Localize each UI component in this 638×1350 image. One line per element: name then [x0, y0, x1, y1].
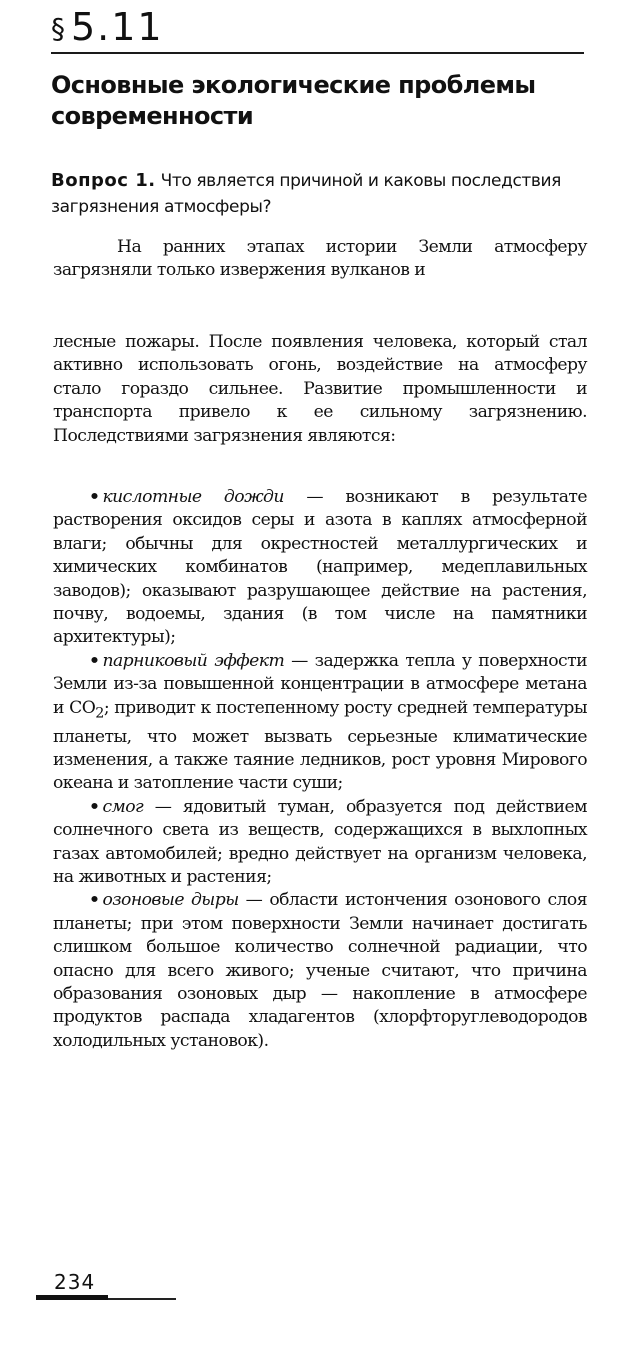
bullet-icon: •: [89, 890, 100, 911]
section-number: [51, 5, 164, 49]
question-label: Вопрос 1.: [51, 170, 156, 191]
definition-ozone-holes: — области истончения озонового слоя планеты; при этом поверхности Земли начинает достигать слишком большое количество солнечной радиации, что опасно для всего живого; ученые считают, что причина образования озоновых дыр — накопление в атмосфере продуктов распада хладагентов (хлорфторуглеводородов холодильных установок).: [53, 890, 588, 1051]
list-item-greenhouse-effect: [53, 650, 587, 796]
body-paragraph-2: лесные пожары. После появления человека, который стал активно использовать огонь, воздействие на атмосферу стало гораздо сильнее. Развитие промышленности и транспорта привело к ее сильному загрязнению. Последствиями загрязнения являются:: [53, 332, 587, 446]
section-header: [51, 4, 584, 54]
list-item-acid-rain: [53, 486, 587, 650]
section-symbol: §: [51, 12, 67, 45]
term-smog: смог: [102, 796, 144, 817]
page-number: 234: [54, 1270, 96, 1294]
consequences-list: [53, 486, 587, 1053]
formula-co2: [69, 697, 104, 722]
bullet-icon: •: [89, 650, 100, 671]
question: [51, 168, 591, 220]
body-paragraph-1: На ранних этапах истории Земли атмосферу загрязняли только извержения вулканов и: [53, 237, 587, 281]
list-item-ozone-holes: [53, 889, 587, 1053]
formula-base: CO: [69, 697, 96, 718]
definition-greenhouse-part-1: — задержка тепла у поверхности Земли из-за повышенной концентрации в атмосфере метана и: [53, 650, 587, 718]
bullet-icon: •: [89, 796, 100, 817]
term-greenhouse-effect: парниковый эффект: [102, 650, 285, 671]
question-text: Что является причиной и каковы последствия загрязнения атмосферы?: [51, 171, 561, 217]
term-ozone-holes: озоновые дыры: [102, 890, 239, 911]
footer-rule-accent: [36, 1295, 108, 1300]
definition-greenhouse-part-2: ; приводит к постепенному росту средней температуры планеты, что может вызвать серьезные климатические изменения, а также таяние ледников, рост уровня Мирового океана и затопление части суши;: [53, 697, 587, 794]
bullet-icon: •: [89, 487, 100, 507]
footer-rule: [36, 1298, 176, 1300]
definition-smog: — ядовитый туман, образуется под действием солнечного света из веществ, содержащихся в выхлопных газах автомобилей; вредно действует на организм человека, на животных и растения;: [53, 796, 587, 887]
definition-acid-rain: — возникают в результате растворения оксидов серы и азота в каплях атмосферной влаги; обычны для окрестностей металлургических и химических комбинатов (например, медеплавильных заводов); оказывают разрушающее действие на растения, почву, водоемы, здания (в том числе на памятники архитектуры);: [53, 487, 587, 648]
page-footer: [36, 1270, 176, 1300]
list-item-smog: [53, 796, 587, 890]
formula-subscript: 2: [95, 705, 104, 722]
term-acid-rain: кислотные дожди: [102, 487, 284, 507]
chapter-title: Основные экологические проблемы современности: [51, 71, 536, 130]
section-number-value: 5.11: [71, 5, 164, 49]
